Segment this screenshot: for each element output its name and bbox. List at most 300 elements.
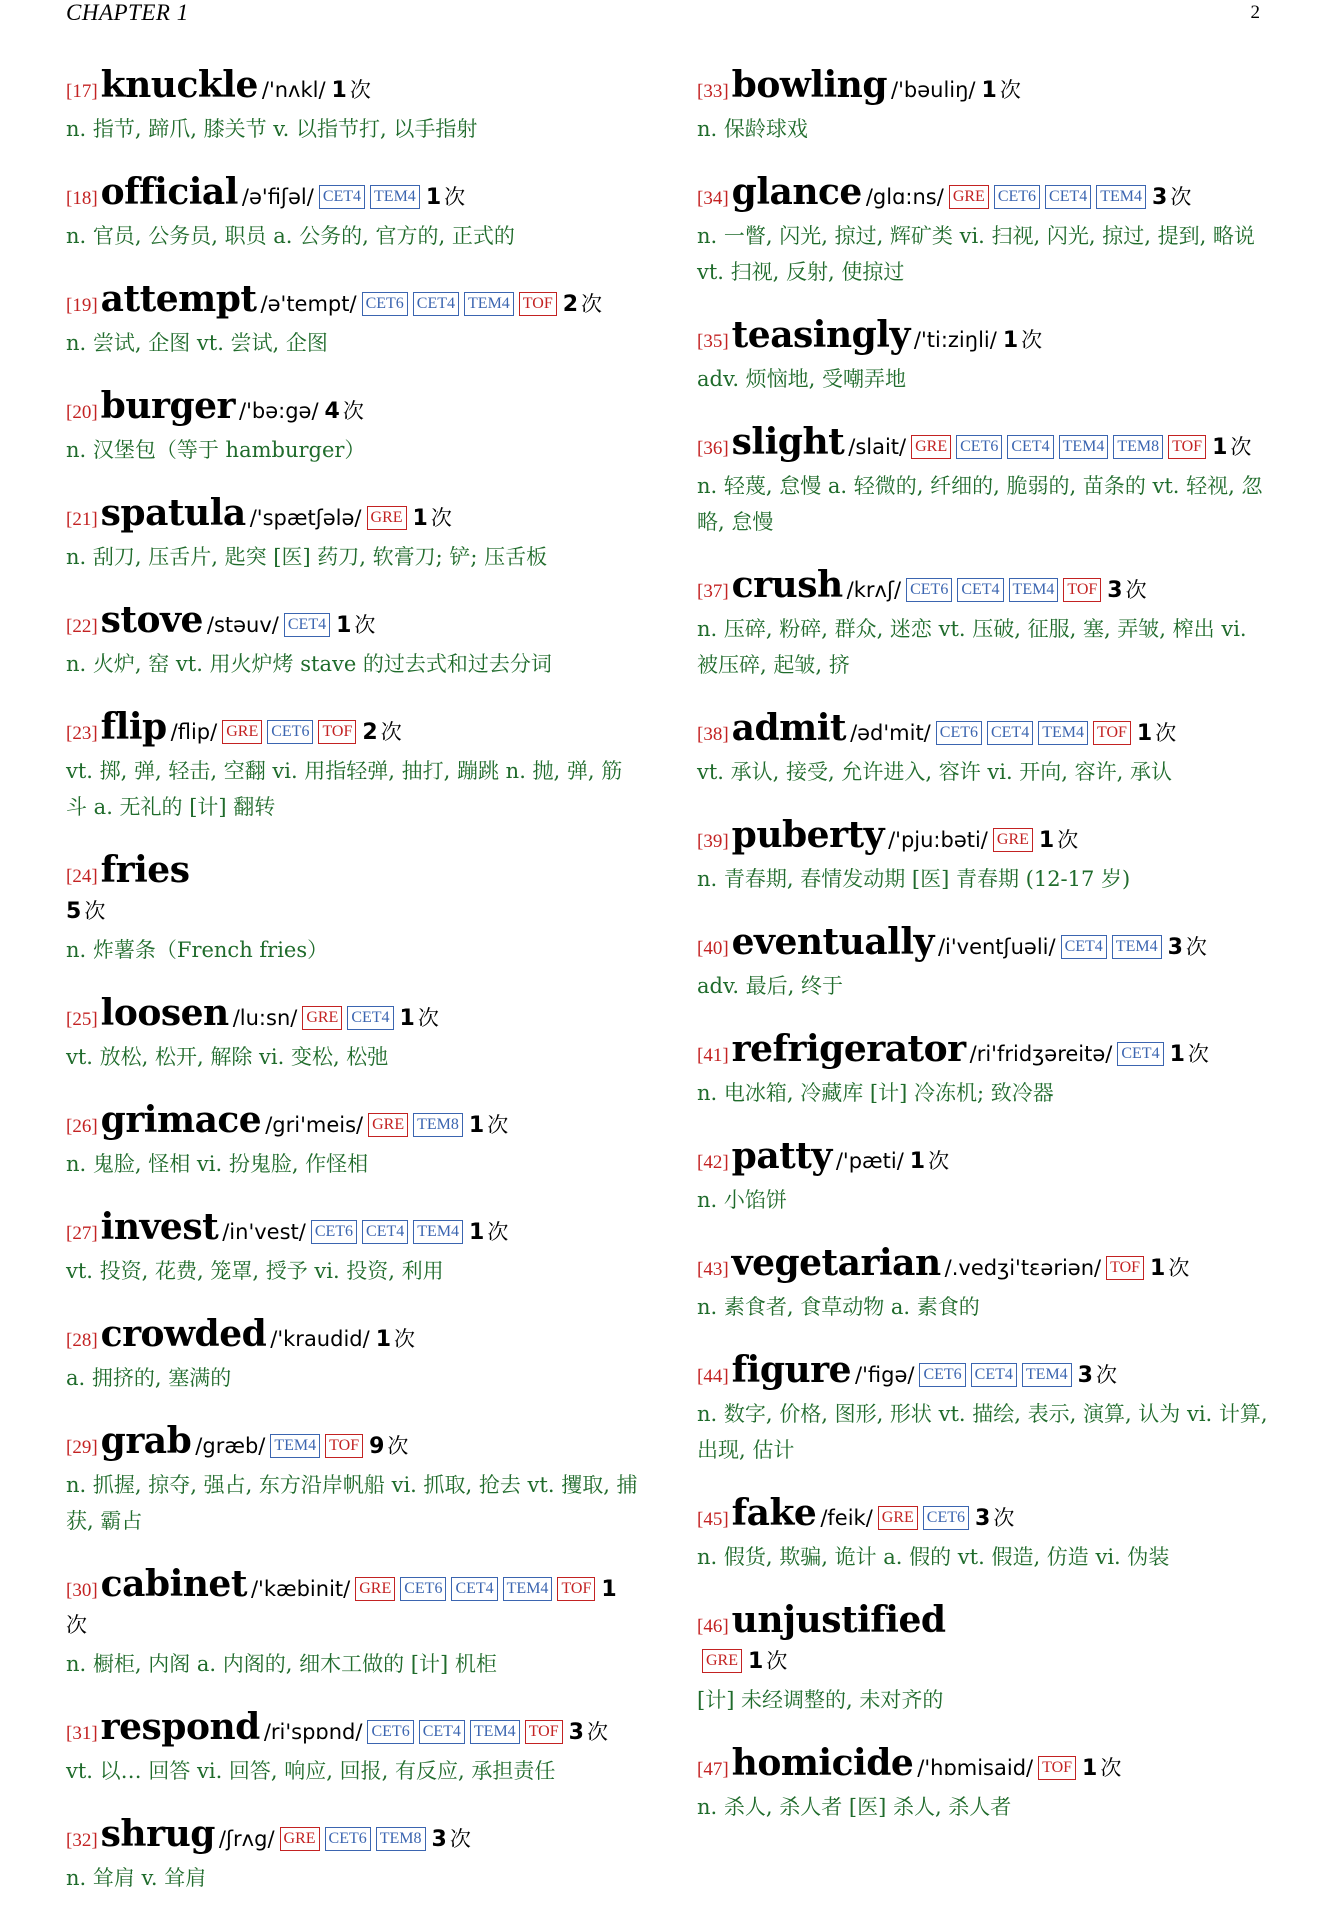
vocab-entry	[697, 1492, 1269, 1575]
vocab-entry	[66, 385, 638, 468]
entry-headline	[697, 814, 1269, 859]
entry-number: [44]	[697, 1366, 729, 1387]
entry-definition: n. 一瞥, 闪光, 掠过, 辉矿类 vi. 扫视, 闪光, 掠过, 提到, 略说 vt. 扫视, 反射, 使掠过	[697, 224, 1255, 284]
entry-number: [31]	[66, 1723, 98, 1744]
exam-tag: CET6	[362, 292, 408, 316]
entry-headline	[697, 921, 1269, 966]
entry-definition: adv. 最后, 终于	[697, 974, 844, 998]
entry-pronunciation: /feik/	[820, 1506, 873, 1530]
exam-tag: GRE	[368, 1113, 408, 1137]
exam-tag: TOF	[1093, 721, 1131, 745]
vocab-entry	[697, 64, 1269, 147]
occurrence-count	[369, 1434, 408, 1458]
entry-pronunciation: /ə'fiʃəl/	[241, 185, 314, 209]
occurrence-count	[66, 899, 105, 923]
count-suffix: 次	[394, 1327, 416, 1351]
exam-tag: CET4	[319, 185, 365, 209]
count-number: 1	[399, 1006, 415, 1031]
entry-definition: n. 素食者, 食草动物 a. 素食的	[697, 1295, 980, 1319]
entry-definition: [计] 未经调整的, 未对齐的	[697, 1688, 944, 1712]
occurrence-count	[413, 506, 452, 530]
entry-headline	[697, 314, 1269, 359]
entry-definition: n. 指节, 蹄爪, 膝关节 v. 以指节打, 以手指射	[66, 117, 478, 141]
count-number: 3	[975, 1506, 991, 1531]
entry-number: [19]	[66, 295, 98, 316]
entry-word: fries	[100, 849, 190, 891]
entry-definition: n. 轻蔑, 怠慢 a. 轻微的, 纤细的, 脆弱的, 苗条的 vt. 轻视, 忽略, 怠慢	[697, 474, 1263, 534]
vocab-entry	[697, 1349, 1269, 1468]
entry-word: slight	[731, 421, 845, 463]
count-number: 5	[66, 899, 82, 924]
entry-definition: n. 火炉, 窑 vt. 用火炉烤 stave 的过去式和过去分词	[66, 652, 552, 676]
exam-tag: CET4	[451, 1577, 497, 1601]
vocab-entry	[697, 421, 1269, 540]
exam-tag: GRE	[911, 435, 951, 459]
exam-tag: TEM8	[413, 1113, 463, 1137]
vocab-entry	[66, 1420, 638, 1539]
vocab-entry	[697, 921, 1269, 1004]
exam-tag: TOF	[318, 720, 356, 744]
entry-headline	[66, 385, 638, 430]
occurrence-count	[336, 613, 375, 637]
right-column	[697, 64, 1269, 1853]
exam-tag: TEM8	[1113, 435, 1163, 459]
entry-headline	[66, 706, 638, 751]
entry-number: [42]	[697, 1152, 729, 1173]
entry-pronunciation: /græb/	[195, 1434, 266, 1458]
entry-number: [27]	[66, 1223, 98, 1244]
vocab-entry	[697, 171, 1269, 290]
vocab-entry	[66, 492, 638, 575]
entry-number: [47]	[697, 1759, 729, 1780]
occurrence-count	[1137, 721, 1176, 745]
entry-pronunciation: /'ti:ziŋli/	[913, 328, 997, 352]
occurrence-count	[748, 1649, 787, 1673]
entry-headline	[697, 1742, 1269, 1787]
entry-word: teasingly	[731, 314, 910, 356]
count-suffix: 次	[1187, 1042, 1209, 1066]
entry-headline	[697, 1349, 1269, 1394]
entry-word: eventually	[731, 921, 934, 963]
entry-count-line	[66, 894, 638, 930]
count-suffix: 次	[1095, 1363, 1117, 1387]
occurrence-count	[400, 1006, 439, 1030]
entry-headline	[66, 492, 638, 537]
vocab-entry	[697, 814, 1269, 897]
count-number: 4	[324, 399, 340, 424]
count-suffix: 次	[581, 292, 603, 316]
entry-headline	[697, 171, 1269, 216]
exam-tag: CET4	[362, 1220, 408, 1244]
occurrence-count	[469, 1220, 508, 1244]
count-number: 2	[562, 292, 579, 317]
count-suffix: 次	[586, 1720, 608, 1744]
entry-pronunciation: /ri'spɒnd/	[263, 1720, 363, 1744]
exam-tag: GRE	[367, 506, 407, 530]
count-suffix: 次	[430, 506, 452, 530]
entry-number: [30]	[66, 1580, 98, 1601]
vocab-entry	[66, 1099, 638, 1182]
exam-tag: CET6	[325, 1827, 371, 1851]
entry-number: [40]	[697, 938, 729, 959]
vocab-entry	[66, 1313, 638, 1396]
entry-headline	[66, 1313, 638, 1358]
exam-tag: TEM4	[470, 1720, 520, 1744]
entry-pronunciation: /.vedʒi'tɛəriən/	[944, 1256, 1102, 1280]
entry-number: [26]	[66, 1116, 98, 1137]
exam-tag: CET4	[419, 1720, 465, 1744]
entry-headline	[697, 1028, 1269, 1073]
entry-definition: n. 抓握, 掠夺, 强占, 东方沿岸帆船 vi. 抓取, 抢去 vt. 攫取, 捕获, 霸占	[66, 1473, 638, 1533]
entry-number: [29]	[66, 1437, 98, 1458]
exam-tag: CET6	[923, 1506, 969, 1530]
entry-number: [34]	[697, 188, 729, 209]
vocab-entry	[697, 1242, 1269, 1325]
count-number: 1	[1212, 435, 1228, 460]
entry-headline	[66, 1706, 638, 1751]
exam-tag: CET6	[267, 720, 313, 744]
count-suffix: 次	[999, 78, 1021, 102]
exam-tag: TOF	[1038, 1756, 1076, 1780]
entry-pronunciation: /stəuv/	[206, 613, 279, 637]
entry-headline	[697, 1242, 1269, 1287]
count-suffix: 次	[1125, 578, 1147, 602]
exam-tag: CET4	[413, 292, 459, 316]
entry-word: crowded	[100, 1313, 267, 1355]
entry-headline	[66, 1206, 638, 1251]
count-number: 1	[425, 185, 442, 210]
entry-word: fake	[731, 1492, 817, 1534]
entry-headline	[697, 1492, 1269, 1537]
entry-definition: vt. 以… 回答 vi. 回答, 响应, 回报, 有反应, 承担责任	[66, 1759, 556, 1783]
occurrence-count	[910, 1149, 949, 1173]
vocab-entry	[66, 64, 638, 147]
count-number: 2	[362, 720, 378, 745]
count-number: 1	[375, 1327, 392, 1352]
exam-tag: GRE	[280, 1827, 320, 1851]
count-number: 3	[1167, 935, 1183, 960]
exam-tag: CET4	[284, 613, 330, 637]
exam-tag: CET6	[906, 578, 952, 602]
occurrence-count	[362, 720, 401, 744]
entry-definition: n. 压碎, 粉碎, 群众, 迷恋 vt. 压破, 征服, 塞, 弄皱, 榨出 vi. 被压碎, 起皱, 挤	[697, 617, 1247, 677]
count-number: 1	[1082, 1756, 1098, 1781]
exam-tag: TEM4	[1059, 435, 1109, 459]
entry-word: respond	[100, 1706, 260, 1748]
count-number: 1	[1150, 1256, 1166, 1281]
entry-number: [17]	[66, 81, 98, 102]
exam-tag: TEM4	[270, 1434, 320, 1458]
entry-definition: n. 官员, 公务员, 职员 a. 公务的, 官方的, 正式的	[66, 224, 515, 248]
exam-tag: CET6	[936, 721, 982, 745]
exam-tag: TEM4	[464, 292, 514, 316]
exam-tag: GRE	[302, 1006, 342, 1030]
page-number: 2	[1250, 2, 1260, 23]
entry-definition: n. 尝试, 企图 vt. 尝试, 企图	[66, 331, 328, 355]
count-number: 3	[1107, 578, 1123, 603]
entry-word: glance	[731, 171, 862, 213]
exam-tag: CET4	[957, 578, 1003, 602]
entry-headline	[66, 849, 638, 894]
occurrence-count	[432, 1827, 471, 1851]
entry-pronunciation: /krʌʃ/	[846, 578, 902, 602]
exam-tag: GRE	[355, 1577, 395, 1601]
count-suffix: 次	[349, 78, 371, 102]
entry-word: admit	[731, 707, 847, 749]
entry-pronunciation: /i'ventʃuəli/	[937, 935, 1056, 959]
count-suffix: 次	[380, 720, 402, 744]
entry-pronunciation: /ʃrʌg/	[218, 1827, 275, 1851]
entry-definition: n. 杀人, 杀人者 [医] 杀人, 杀人者	[697, 1795, 1012, 1819]
exam-tag: CET4	[1061, 935, 1107, 959]
count-number: 1	[331, 78, 347, 103]
entry-word: attempt	[100, 278, 257, 320]
count-suffix: 次	[342, 399, 364, 423]
occurrence-count	[1078, 1363, 1117, 1387]
entry-headline	[697, 1599, 1269, 1644]
occurrence-count	[563, 292, 602, 316]
exam-tag: TEM4	[413, 1220, 463, 1244]
entry-definition: n. 假货, 欺骗, 诡计 a. 假的 vt. 假造, 仿造 vi. 伪装	[697, 1545, 1170, 1569]
exam-tag: TEM8	[376, 1827, 426, 1851]
occurrence-count	[982, 78, 1021, 102]
entry-pronunciation: /'nʌkl/	[261, 78, 326, 102]
count-number: 1	[909, 1149, 926, 1174]
vocab-entry	[697, 707, 1269, 790]
entry-number: [35]	[697, 331, 729, 352]
entry-pronunciation: /'bə:gə/	[239, 399, 319, 423]
entry-word: unjustified	[731, 1599, 946, 1641]
entry-headline	[66, 1420, 638, 1465]
occurrence-count	[1152, 185, 1191, 209]
entry-definition: n. 小馅饼	[697, 1188, 787, 1212]
vocab-entry	[697, 1599, 1269, 1718]
vocab-entry	[697, 314, 1269, 397]
vocab-entry	[66, 171, 638, 254]
exam-tag: CET6	[367, 1720, 413, 1744]
count-suffix: 次	[487, 1113, 509, 1137]
entry-definition: n. 鬼脸, 怪相 vi. 扮鬼脸, 作怪相	[66, 1152, 369, 1176]
entry-pronunciation: /'kæbinit/	[250, 1577, 351, 1601]
entry-pronunciation: /'hɒmisaid/	[917, 1756, 1034, 1780]
entry-headline	[697, 64, 1269, 109]
entry-definition: vt. 投资, 花费, 笼罩, 授予 vi. 投资, 利用	[66, 1259, 444, 1283]
occurrence-count	[569, 1720, 608, 1744]
exam-tag: CET6	[956, 435, 1002, 459]
exam-tag: TEM4	[1112, 935, 1162, 959]
count-number: 1	[981, 78, 997, 103]
entry-definition: n. 橱柜, 内阁 a. 内阁的, 细木工做的 [计] 机柜	[66, 1652, 497, 1676]
entry-headline	[697, 564, 1269, 609]
entry-pronunciation: /'figə/	[855, 1363, 915, 1387]
count-number: 1	[336, 613, 352, 638]
count-suffix: 次	[444, 185, 466, 209]
exam-tag: CET4	[1007, 435, 1053, 459]
occurrence-count	[1003, 328, 1042, 352]
exam-tag: TOF	[325, 1434, 363, 1458]
exam-tag: CET6	[994, 185, 1040, 209]
exam-tag: CET4	[987, 721, 1033, 745]
entry-pronunciation: /in'vest/	[222, 1220, 306, 1244]
entry-word: burger	[100, 385, 236, 427]
exam-tag: CET4	[347, 1006, 393, 1030]
exam-tag: GRE	[993, 828, 1033, 852]
count-suffix: 次	[928, 1149, 950, 1173]
entry-word: bowling	[731, 64, 888, 106]
vocab-entry	[66, 278, 638, 361]
count-number: 1	[412, 506, 428, 531]
exam-tag: GRE	[949, 185, 989, 209]
entry-definition: n. 保龄球戏	[697, 117, 808, 141]
entry-definition: n. 青春期, 春情发动期 [医] 青春期 (12-17 岁)	[697, 867, 1131, 891]
exam-tag: CET4	[971, 1363, 1017, 1387]
entry-pronunciation: /ə'tempt/	[260, 292, 357, 316]
entry-headline	[66, 1099, 638, 1144]
exam-tag: TEM4	[1096, 185, 1146, 209]
count-number: 3	[1077, 1363, 1093, 1388]
occurrence-count	[1212, 435, 1251, 459]
entry-tag-line	[697, 1644, 1269, 1680]
vocab-entry	[66, 849, 638, 968]
exam-tag: TEM4	[1022, 1363, 1072, 1387]
exam-tag: TEM4	[1038, 721, 1088, 745]
count-number: 3	[431, 1827, 447, 1852]
entry-number: [24]	[66, 866, 98, 887]
entry-word: official	[100, 171, 238, 213]
entry-number: [23]	[66, 723, 98, 744]
entry-definition: n. 耸肩 v. 耸肩	[66, 1866, 207, 1890]
exam-tag: TOF	[1168, 435, 1206, 459]
entry-definition: a. 拥挤的, 塞满的	[66, 1366, 232, 1390]
occurrence-count	[426, 185, 465, 209]
count-number: 1	[468, 1113, 485, 1138]
occurrence-count	[1150, 1256, 1189, 1280]
entry-word: crush	[731, 564, 843, 606]
entry-word: patty	[731, 1135, 832, 1177]
exam-tag: CET6	[311, 1220, 357, 1244]
entry-pronunciation: /glɑ:ns/	[865, 185, 944, 209]
entry-headline	[66, 599, 638, 644]
count-number: 1	[601, 1577, 617, 1602]
entry-number: [28]	[66, 1330, 98, 1351]
exam-tag: CET4	[1117, 1042, 1163, 1066]
count-suffix: 次	[449, 1827, 471, 1851]
count-suffix: 次	[1057, 828, 1079, 852]
entry-word: puberty	[731, 814, 885, 856]
exam-tag: CET4	[1045, 185, 1091, 209]
entry-headline	[697, 421, 1269, 466]
occurrence-count	[1107, 578, 1146, 602]
count-suffix: 次	[84, 899, 106, 923]
count-suffix: 次	[387, 1434, 409, 1458]
entry-definition: adv. 烦恼地, 受嘲弄地	[697, 367, 907, 391]
entry-word: vegetarian	[731, 1242, 941, 1284]
occurrence-count	[1168, 935, 1207, 959]
entry-definition: vt. 承认, 接受, 允许进入, 容许 vi. 开向, 容许, 承认	[697, 760, 1173, 784]
count-suffix: 次	[1100, 1756, 1122, 1780]
count-number: 1	[1038, 828, 1055, 853]
count-number: 9	[369, 1434, 385, 1459]
entry-number: [21]	[66, 509, 98, 530]
vocab-entry	[66, 992, 638, 1075]
entry-word: grab	[100, 1420, 192, 1462]
entry-definition: n. 刮刀, 压舌片, 匙突 [医] 药刀, 软膏刀; 铲; 压舌板	[66, 545, 548, 569]
entry-word: spatula	[100, 492, 246, 534]
entry-number: [36]	[697, 438, 729, 459]
vocab-entry	[697, 564, 1269, 683]
occurrence-count	[1082, 1756, 1121, 1780]
occurrence-count	[1170, 1042, 1209, 1066]
entry-number: [45]	[697, 1509, 729, 1530]
count-number: 1	[748, 1649, 764, 1674]
count-number: 1	[1169, 1042, 1185, 1067]
count-suffix: 次	[1170, 185, 1192, 209]
entry-pronunciation: /'kraudid/	[270, 1327, 370, 1351]
entry-word: shrug	[100, 1813, 215, 1855]
entry-pronunciation: /'bəuliŋ/	[891, 78, 976, 102]
entry-number: [18]	[66, 188, 98, 209]
count-suffix: 次	[417, 1006, 439, 1030]
count-number: 3	[1152, 185, 1168, 210]
entry-headline	[66, 1813, 638, 1858]
exam-tag: GRE	[702, 1649, 742, 1673]
entry-pronunciation: /gri'meis/	[265, 1113, 364, 1137]
entry-pronunciation: /ri'fridʒəreitə/	[969, 1042, 1113, 1066]
exam-tag: TOF	[1063, 578, 1101, 602]
entry-number: [20]	[66, 402, 98, 423]
entry-word: stove	[100, 599, 203, 641]
entry-pronunciation: /'pju:bəti/	[888, 828, 988, 852]
count-suffix: 次	[66, 1613, 87, 1637]
exam-tag: TOF	[525, 1720, 563, 1744]
vocab-entry	[66, 1706, 638, 1789]
exam-tag: TOF	[519, 292, 557, 316]
entry-definition: n. 炸薯条（French fries）	[66, 938, 329, 962]
entry-word: homicide	[731, 1742, 914, 1784]
entry-pronunciation: /'pæti/	[835, 1149, 904, 1173]
count-suffix: 次	[766, 1649, 788, 1673]
entry-word: loosen	[100, 992, 229, 1034]
vocab-entry	[697, 1028, 1269, 1111]
entry-pronunciation: /'spætʃələ/	[249, 506, 362, 530]
count-suffix: 次	[1230, 435, 1252, 459]
entry-headline	[697, 707, 1269, 752]
entry-number: [33]	[697, 81, 729, 102]
count-number: 1	[469, 1220, 485, 1245]
entry-number: [32]	[66, 1830, 98, 1851]
vocab-entry	[697, 1135, 1269, 1218]
exam-tag: TEM4	[503, 1577, 553, 1601]
entry-word: grimace	[100, 1099, 262, 1141]
entry-number: [25]	[66, 1009, 98, 1030]
entry-number: [22]	[66, 616, 98, 637]
entry-number: [39]	[697, 831, 729, 852]
count-suffix: 次	[1155, 721, 1177, 745]
vocab-entry	[66, 1563, 638, 1682]
occurrence-count	[332, 78, 371, 102]
exam-tag: TOF	[557, 1577, 595, 1601]
entry-number: [46]	[697, 1616, 729, 1637]
exam-tag: GRE	[878, 1506, 918, 1530]
entry-headline	[697, 1135, 1269, 1180]
entry-number: [41]	[697, 1045, 729, 1066]
entry-definition: vt. 掷, 弹, 轻击, 空翻 vi. 用指轻弹, 抽打, 蹦跳 n. 抛, 弹, 筋斗 a. 无礼的 [计] 翻转	[66, 759, 623, 819]
entry-pronunciation: /lu:sn/	[232, 1006, 298, 1030]
entry-headline	[66, 171, 638, 216]
count-suffix: 次	[1185, 935, 1207, 959]
exam-tag: TEM4	[370, 185, 420, 209]
entry-number: [38]	[697, 724, 729, 745]
